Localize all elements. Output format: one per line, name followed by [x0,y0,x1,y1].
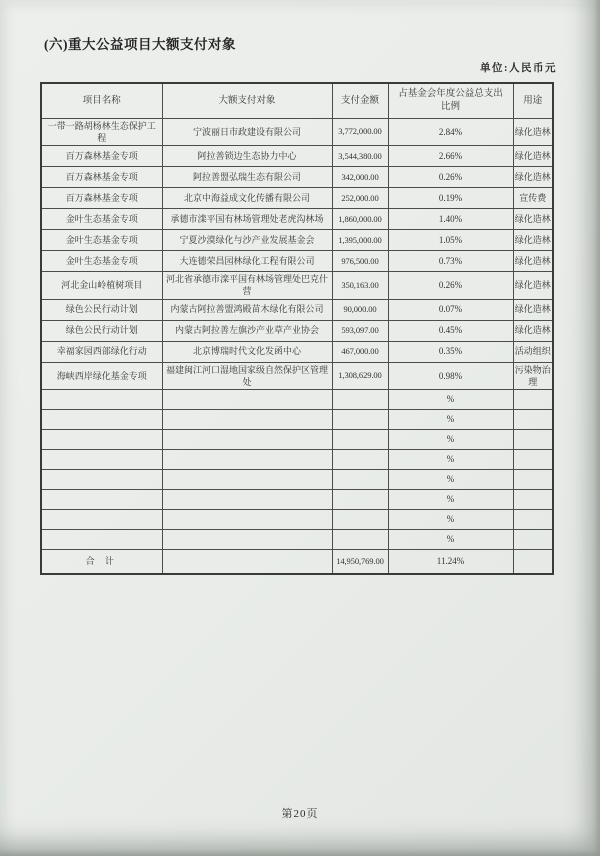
cell-amount: 1,860,000.00 [332,209,388,230]
cell-amount: 1,395,000.00 [332,230,388,251]
cell-usage: 宣传费 [513,188,553,209]
cell-ratio: % [388,429,513,449]
cell-usage [513,489,553,509]
cell-ratio: 0.19% [388,188,513,209]
cell-ratio: 0.73% [388,251,513,272]
cell-project: 百万森林基金专项 [41,188,162,209]
cell-amount [332,529,388,549]
cell-ratio: 1.05% [388,230,513,251]
cell-payee: 承德市滦平国有林场管理处老虎沟林场 [162,209,332,230]
cell-amount: 14,950,769.00 [332,549,388,574]
table-row [41,320,553,341]
cell-ratio: % [388,409,513,429]
table-row [41,119,553,146]
cell-amount [332,469,388,489]
empty-row [41,529,553,549]
cell-ratio: 11.24% [388,549,513,574]
cell-usage [513,429,553,449]
cell-amount: 1,308,629.00 [332,362,388,389]
cell-amount: 467,000.00 [332,341,388,362]
cell-ratio: % [388,509,513,529]
table-row [41,188,553,209]
cell-usage [513,509,553,529]
cell-payee [162,509,332,529]
cell-amount: 593,097.00 [332,320,388,341]
table-row [41,362,553,389]
cell-ratio: 0.26% [388,167,513,188]
cell-payee: 内蒙古阿拉善左旗沙产业草产业协会 [162,320,332,341]
cell-payee: 宁夏沙漠绿化与沙产业发展基金会 [162,230,332,251]
cell-amount: 90,000.00 [332,299,388,320]
cell-ratio: % [388,469,513,489]
cell-usage: 绿化造林 [513,146,553,167]
table-row [41,272,553,299]
cell-usage [513,469,553,489]
cell-project: 绿色公民行动计划 [41,299,162,320]
cell-amount: 3,772,000.00 [332,119,388,146]
cell-project [41,509,162,529]
cell-usage [513,549,553,574]
header-usage: 用途 [513,83,553,119]
cell-ratio: 0.45% [388,320,513,341]
cell-usage [513,389,553,409]
cell-project: 百万森林基金专项 [41,167,162,188]
cell-amount: 976,500.00 [332,251,388,272]
cell-payee: 宁波丽日市政建设有限公司 [162,119,332,146]
cell-project [41,469,162,489]
empty-row [41,429,553,449]
cell-project [41,529,162,549]
cell-project [41,449,162,469]
empty-row [41,489,553,509]
cell-payee [162,529,332,549]
currency-unit-label: 单位:人民币元 [480,63,557,74]
table-row [41,299,553,320]
cell-usage: 绿化造林 [513,320,553,341]
cell-usage: 绿化造林 [513,272,553,299]
cell-project: 幸福家园西部绿化行动 [41,341,162,362]
cell-project [41,429,162,449]
cell-ratio: 2.84% [388,119,513,146]
cell-payee: 阿拉善盟弘瑞生态有限公司 [162,167,332,188]
cell-payee: 内蒙古阿拉善盟鸿殿苗木绿化有限公司 [162,299,332,320]
cell-usage: 绿化造林 [513,251,553,272]
table-row [41,167,553,188]
empty-row [41,409,553,429]
cell-ratio: 0.07% [388,299,513,320]
header-project-name: 项目名称 [41,83,162,119]
cell-amount: 342,000.00 [332,167,388,188]
cell-usage: 绿化造林 [513,167,553,188]
cell-amount: 252,000.00 [332,188,388,209]
cell-project: 百万森林基金专项 [41,146,162,167]
cell-ratio: 0.35% [388,341,513,362]
cell-ratio: 0.98% [388,362,513,389]
cell-payee [162,429,332,449]
empty-row [41,449,553,469]
section-title: (六)重大公益项目大额支付对象 [44,37,236,52]
cell-amount [332,389,388,409]
cell-payee: 阿拉善锁边生态协力中心 [162,146,332,167]
empty-row [41,389,553,409]
page-number: 第20页 [281,808,319,820]
cell-payee [162,449,332,469]
cell-payee: 福建闽江河口湿地国家级自然保护区管理处 [162,362,332,389]
table-row [41,341,553,362]
cell-ratio: 2.66% [388,146,513,167]
cell-payee: 大连德荣昌园林绿化工程有限公司 [162,251,332,272]
cell-payee [162,389,332,409]
cell-amount [332,409,388,429]
cell-project: 海峡西岸绿化基金专项 [41,362,162,389]
header-row [41,83,553,119]
cell-project: 河北金山岭植树项目 [41,272,162,299]
table-row [41,146,553,167]
cell-payee [162,409,332,429]
table-row [41,230,553,251]
cell-usage [513,449,553,469]
cell-project: 金叶生态基金专项 [41,251,162,272]
cell-project: 金叶生态基金专项 [41,209,162,230]
cell-ratio: % [388,489,513,509]
cell-usage: 绿化造林 [513,119,553,146]
cell-ratio: % [388,529,513,549]
major-payments-table [40,82,554,575]
cell-amount [332,489,388,509]
cell-usage: 绿化造林 [513,209,553,230]
cell-project: 金叶生态基金专项 [41,230,162,251]
cell-amount [332,509,388,529]
cell-payee: 北京中海益成文化传播有限公司 [162,188,332,209]
empty-row [41,509,553,529]
cell-ratio: % [388,449,513,469]
cell-amount [332,449,388,469]
header-amount: 支付金额 [332,83,388,119]
cell-usage: 活动组织 [513,341,553,362]
cell-project [41,489,162,509]
cell-usage: 污染物治理 [513,362,553,389]
cell-ratio: % [388,389,513,409]
cell-usage [513,409,553,429]
cell-project [41,389,162,409]
empty-row [41,469,553,489]
total-row [41,549,553,574]
table-row [41,251,553,272]
cell-payee [162,549,332,574]
cell-ratio: 0.26% [388,272,513,299]
cell-usage: 绿化造林 [513,230,553,251]
cell-payee: 北京博瑞时代文化发函中心 [162,341,332,362]
cell-payee [162,489,332,509]
cell-usage: 绿化造林 [513,299,553,320]
table-row [41,209,553,230]
header-payee: 大额支付对象 [162,83,332,119]
cell-payee: 河北省承德市滦平国有林场管理处巴克什营 [162,272,332,299]
cell-project [41,409,162,429]
cell-ratio: 1.40% [388,209,513,230]
cell-usage [513,529,553,549]
cell-amount: 3,544,380.00 [332,146,388,167]
header-expense-ratio: 占基金会年度公益总支出比例 [388,83,513,119]
cell-payee [162,469,332,489]
cell-project: 绿色公民行动计划 [41,320,162,341]
cell-project: 合 计 [41,549,162,574]
cell-amount: 350,163.00 [332,272,388,299]
cell-amount [332,429,388,449]
cell-project: 一带一路胡杨林生态保护工程 [41,119,162,146]
